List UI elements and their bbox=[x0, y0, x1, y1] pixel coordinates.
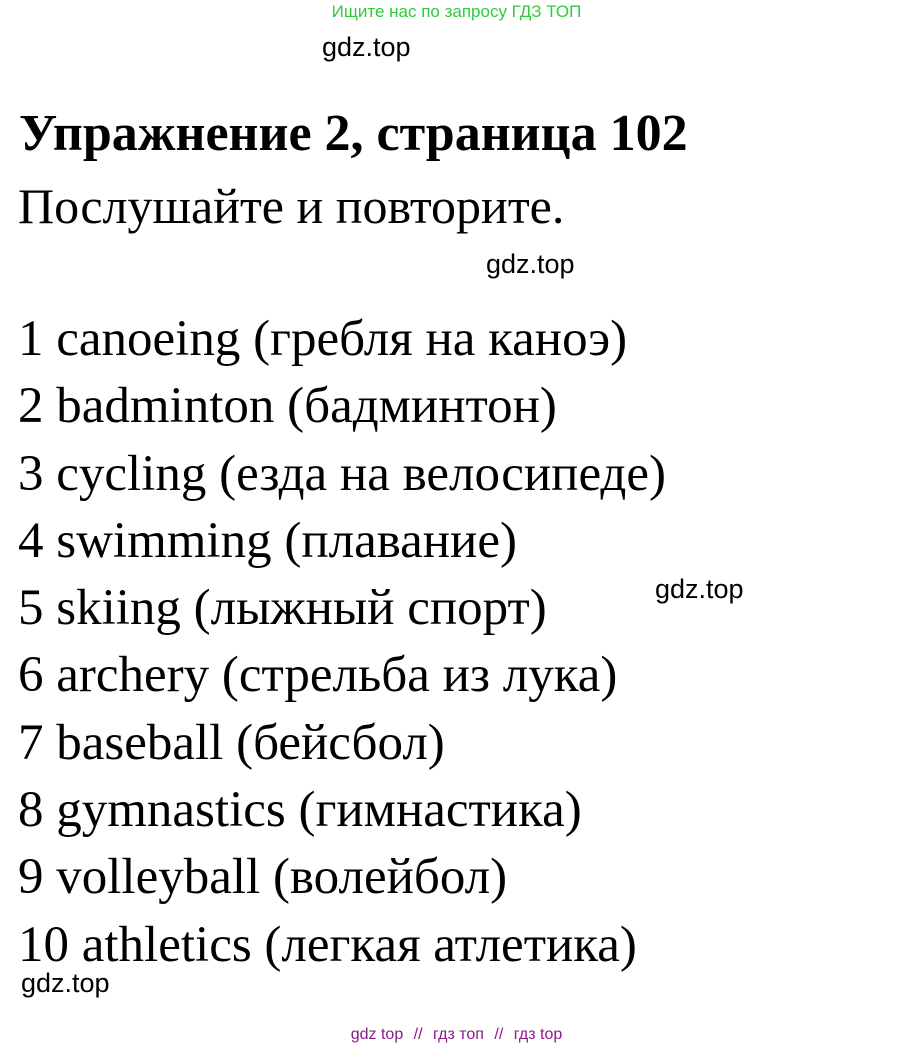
watermark: gdz.top bbox=[655, 574, 744, 604]
exercise-instruction: Послушайте и повторите. bbox=[18, 178, 565, 234]
vocabulary-list bbox=[18, 306, 666, 979]
list-item: 2 badminton (бадминтон) bbox=[18, 378, 557, 435]
list-item: 1 canoeing (гребля на каноэ) bbox=[18, 311, 628, 367]
list-item: 4 swimming (плавание) bbox=[18, 512, 517, 569]
list-item: 6 archery (стрельба из лука) bbox=[18, 647, 618, 704]
list-item: 8 gymnastics (гимнастика) bbox=[18, 782, 582, 839]
list-item: 7 baseball (бейсбол) bbox=[18, 714, 445, 771]
footer-separator: // bbox=[494, 1026, 504, 1043]
footer-link[interactable]: гдз top bbox=[513, 1026, 563, 1043]
exercise-title: Упражнение 2, страница 102 bbox=[19, 105, 688, 162]
watermark: gdz.top bbox=[486, 249, 575, 279]
list-item: 9 volleyball (волейбол) bbox=[18, 849, 508, 906]
footer-separator: // bbox=[413, 1026, 423, 1043]
watermark: gdz.top bbox=[21, 968, 110, 998]
footer-link[interactable]: гдз топ bbox=[433, 1026, 484, 1043]
list-item: 5 skiing (лыжный спорт) bbox=[18, 580, 547, 637]
footer-links bbox=[0, 1026, 913, 1044]
top-search-link[interactable]: Ищите нас по запросу ГДЗ ТОП bbox=[331, 2, 582, 21]
list-item: 10 athletics (легкая атлетика) bbox=[18, 916, 637, 973]
watermark: gdz.top bbox=[322, 32, 411, 62]
footer-link[interactable]: gdz top bbox=[350, 1026, 404, 1043]
list-item: 3 cycling (езда на велосипеде) bbox=[18, 445, 666, 502]
